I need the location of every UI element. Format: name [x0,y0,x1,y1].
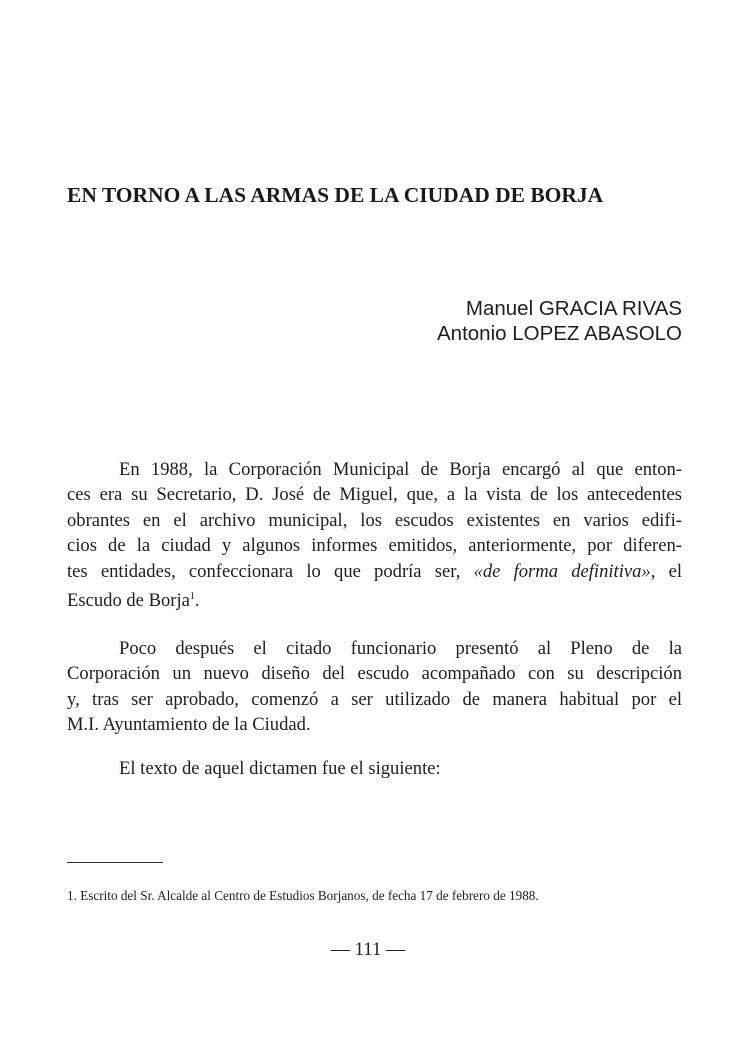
article-title: EN TORNO A LAS ARMAS DE LA CIUDAD DE BORJA [67,183,604,207]
paragraph-3-line-1: El texto de aquel dictamen fue el siguiente: [119,758,441,779]
paragraph-2-line-4: M.I. Ayuntamiento de la Ciudad. [67,714,311,736]
author-2: Antonio LOPEZ ABASOLO [437,322,682,345]
line-6-text: Escudo de Borja [67,590,190,612]
line-5-end: , el [650,560,682,582]
paragraph-1-line-5 [67,559,682,584]
author-1: Manuel GRACIA RIVAS [465,297,682,320]
paragraph-1-line-4: cios de la ciudad y algunos informes emitidos, anteriormente, por diferen- [67,535,682,557]
paragraph-2-line-1: Poco después el citado funcionario presentó al Pleno de la [119,638,682,659]
footnote-1: 1. Escrito del Sr. Alcalde al Centro de Estudios Borjanos, de fecha 17 de febrero de 1988. [67,888,539,903]
paragraph-2-line-2: Corporación un nuevo diseño del escudo acompañado con su descripción [67,663,682,685]
paragraph-2-line-3: y, tras ser aprobado, comenzó a ser utilizado de manera habitual por el [67,688,682,710]
page-number: — 111 — [330,939,406,960]
italic-quote: «de forma definitiva» [473,560,651,582]
footnote-reference[interactable]: 1 [189,591,195,603]
paragraph-1-line-3: obrantes en el archivo municipal, los escudos existentes en varios edifi- [67,509,682,531]
authors-block [437,296,682,346]
paragraph-1 [67,457,682,613]
line-6-period: . [194,590,200,612]
paragraph-1-line-2: ces era su Secretario, D. José de Miguel, que, a la vista de los antecedentes [67,484,682,506]
paragraph-2 [67,636,682,738]
paragraph-1-line-6 [67,584,682,613]
paragraph-1-line-1: En 1988, la Corporación Municipal de Borja encargó al que enton- [119,459,682,480]
line-5-text: tes entidades, confeccionara lo que podría ser, [67,560,474,582]
paragraph-3 [67,756,682,781]
footnote-separator [67,862,163,863]
